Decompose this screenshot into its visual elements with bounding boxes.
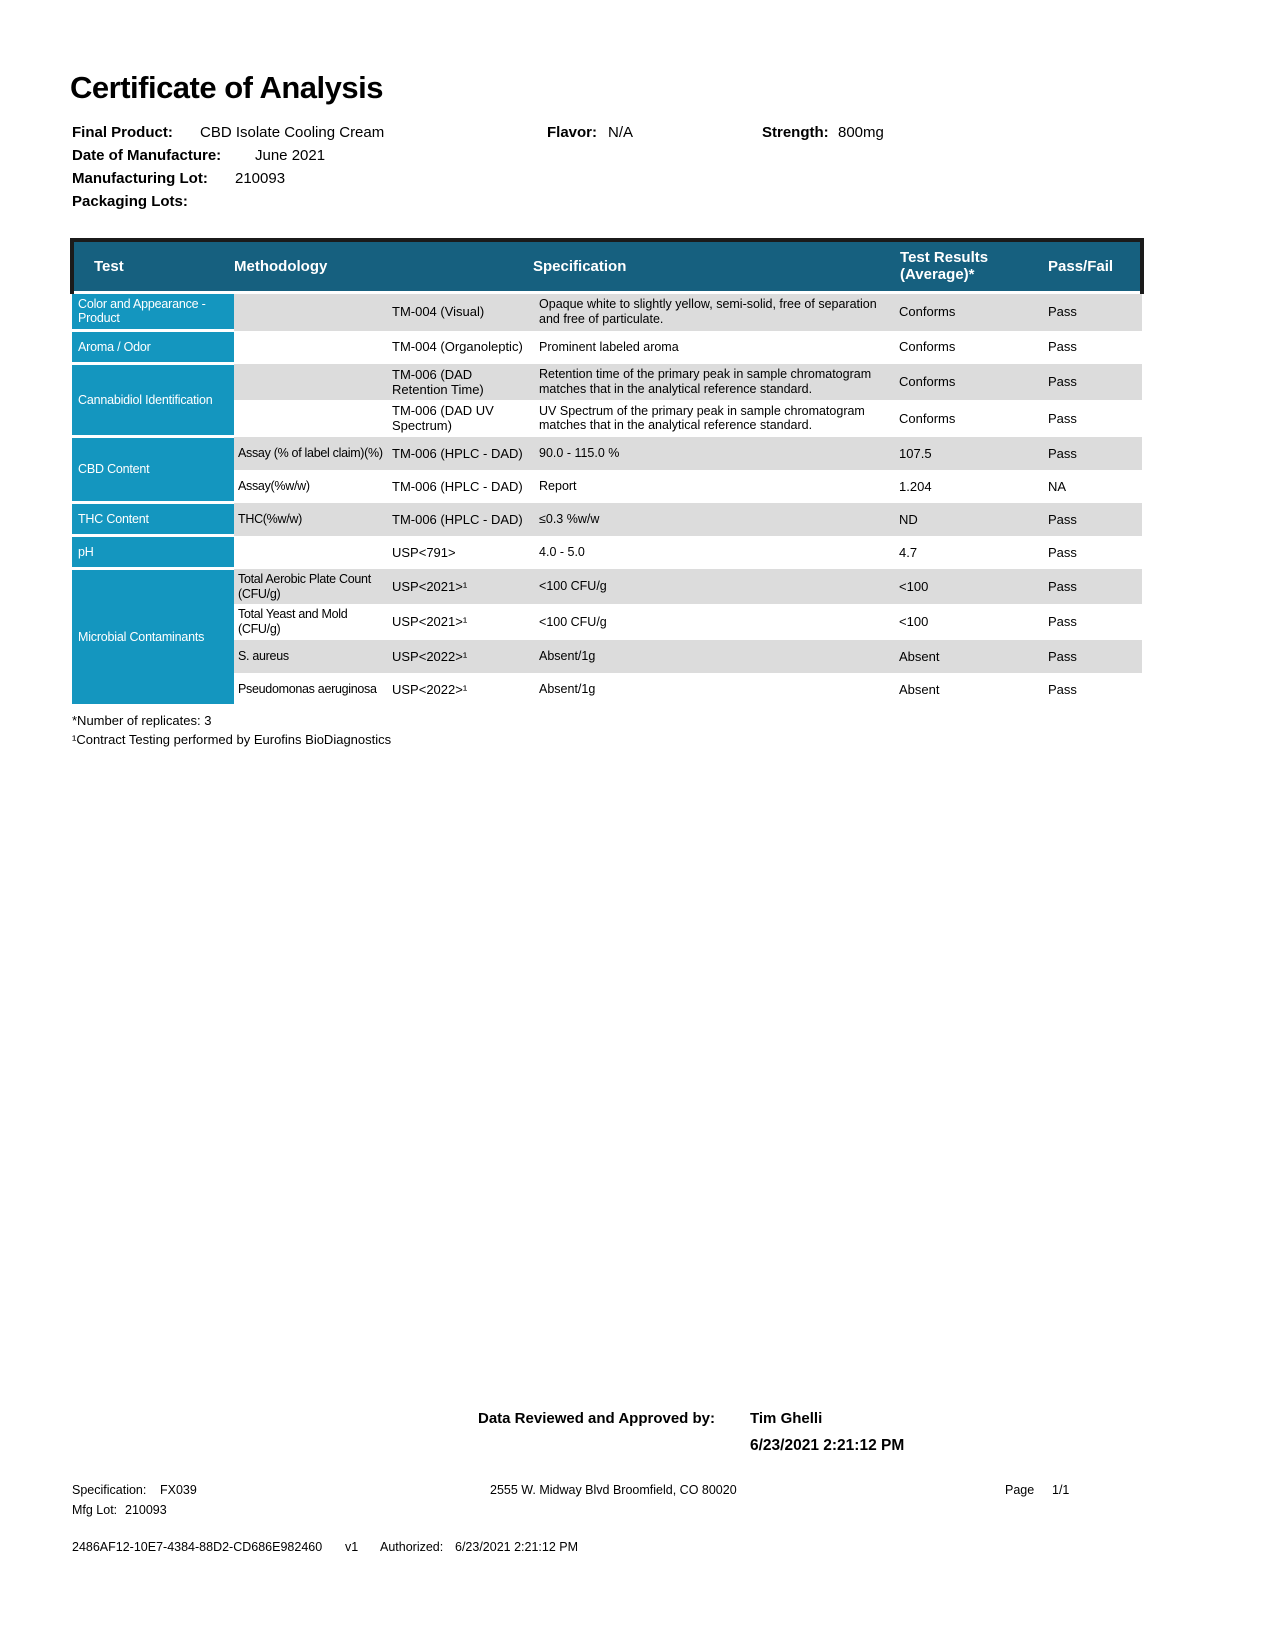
result-cell: <100: [899, 614, 929, 630]
info-line-1: [72, 124, 1202, 147]
final-product-value: CBD Isolate Cooling Cream: [200, 124, 385, 141]
page-footer: [0, 1483, 1275, 1554]
footnote-contract: ¹Contract Testing performed by Eurofins BioDiagnostics: [72, 732, 392, 748]
footer-authorized-datetime: 6/23/2021 2:21:12 PM: [455, 1540, 579, 1554]
table-row: [72, 331, 1142, 364]
sub-test-cell: [234, 292, 390, 331]
methodology-cell: TM-006 (HPLC - DAD): [390, 503, 533, 536]
passfail-cell: NA: [1048, 478, 1067, 494]
footer-authorized-label: Authorized:: [380, 1540, 444, 1554]
table-row: [72, 292, 1142, 331]
passfail-cell: Pass: [1048, 681, 1077, 697]
passfail-cell: Pass: [1044, 569, 1142, 605]
specification-cell: <100 CFU/g: [539, 614, 607, 629]
methodology-cell: USP<2021>¹: [392, 614, 468, 630]
specification-cell: Absent/1g: [533, 640, 897, 673]
passfail-cell: Pass: [1044, 437, 1142, 470]
test-group-cell: Microbial Contaminants: [72, 569, 234, 706]
specification-cell: Absent/1g: [539, 681, 596, 696]
specification-cell: UV Spectrum of the primary peak in sample chromatogram matches that in the analytical reference standard.: [539, 403, 865, 433]
sub-test-cell: Total Aerobic Plate Count (CFU/g): [234, 569, 390, 605]
sub-test-cell: [234, 331, 390, 364]
footnotes: [70, 712, 1142, 750]
manufacturing-lot-label: Manufacturing Lot:: [72, 170, 208, 187]
passfail-cell: Pass: [1048, 544, 1077, 560]
test-group-cell: CBD Content: [72, 437, 234, 503]
footer-line-1: [0, 1483, 1275, 1503]
date-of-manufacture-value: June 2021: [255, 147, 326, 164]
passfail-cell: Pass: [1044, 640, 1142, 673]
result-cell: <100: [897, 569, 1044, 605]
result-cell: 4.7: [899, 544, 918, 560]
sub-test-cell: THC(%w/w): [234, 503, 390, 536]
specification-cell: ≤0.3 %w/w: [533, 503, 897, 536]
page-title: Certificate of Analysis: [70, 70, 383, 105]
test-group-cell: Color and Appearance - Product: [72, 292, 234, 331]
passfail-cell: Pass: [1048, 339, 1077, 355]
sub-test-cell: Total Yeast and Mold (CFU/g): [238, 607, 348, 637]
methodology-cell: TM-006 (HPLC - DAD): [392, 478, 523, 494]
test-group-cell: Cannabidiol Identification: [72, 364, 234, 437]
results-table-head: [72, 240, 1142, 292]
methodology-cell: TM-006 (DAD UV Spectrum): [392, 403, 494, 434]
sub-test-cell: [234, 400, 390, 437]
test-group-cell: THC Content: [72, 503, 234, 536]
footer-page-value: 1/1: [1052, 1483, 1070, 1497]
header-specification: Specification: [533, 240, 897, 292]
results-table-body: [72, 292, 1142, 706]
manufacturing-lot-value: 210093: [235, 170, 286, 187]
result-cell: Conforms: [899, 410, 956, 426]
methodology-cell: TM-004 (Visual): [390, 292, 533, 331]
specification-cell: Prominent labeled aroma: [539, 339, 679, 354]
flavor-value: N/A: [608, 124, 634, 141]
strength-value: 800mg: [838, 124, 884, 141]
methodology-cell: TM-006 (DAD Retention Time): [390, 364, 533, 401]
footnote-replicates: *Number of replicates: 3: [72, 713, 212, 729]
info-line-4: [72, 193, 1202, 216]
passfail-cell: Pass: [1048, 614, 1077, 630]
specification-cell: 90.0 - 115.0 %: [533, 437, 897, 470]
footer-mfg-lot-label: Mfg Lot:: [72, 1503, 118, 1517]
test-group-cell: pH: [72, 536, 234, 569]
table-row: [72, 364, 1142, 401]
methodology-cell: USP<2021>¹: [390, 569, 533, 605]
methodology-cell: TM-006 (HPLC - DAD): [390, 437, 533, 470]
sub-test-cell: Pseudomonas aeruginosa: [238, 681, 377, 696]
table-row: [72, 569, 1142, 605]
footer-doc-id: 2486AF12-10E7-4384-88D2-CD686E982460: [72, 1540, 323, 1554]
result-cell: Conforms: [897, 292, 1044, 331]
footer-specification-label: Specification:: [72, 1483, 147, 1497]
date-of-manufacture-label: Date of Manufacture:: [72, 147, 222, 164]
final-product-label: Final Product:: [72, 124, 173, 141]
results-table-section: [70, 238, 1142, 750]
signature-name: Tim Ghelli: [750, 1410, 823, 1427]
result-cell: Conforms: [897, 364, 1044, 401]
methodology-cell: TM-004 (Organoleptic): [392, 339, 523, 355]
result-cell: Absent: [899, 681, 940, 697]
specification-cell: 4.0 - 5.0: [539, 544, 585, 559]
passfail-cell: Pass: [1044, 364, 1142, 401]
methodology-cell: USP<791>: [392, 544, 456, 560]
specification-cell: <100 CFU/g: [533, 569, 897, 605]
footer-line-2: [0, 1503, 1275, 1523]
test-group-cell: Aroma / Odor: [72, 331, 234, 364]
header-test: Test: [72, 240, 234, 292]
specification-cell: Opaque white to slightly yellow, semi-solid, free of separation and free of particulate.: [533, 292, 897, 331]
flavor-label: Flavor:: [547, 124, 598, 141]
table-row: [72, 437, 1142, 470]
info-line-2: [72, 147, 1202, 170]
footer-version: v1: [345, 1540, 359, 1554]
sub-test-cell: [234, 536, 390, 569]
footer-page-label: Page: [1005, 1483, 1035, 1497]
passfail-cell: Pass: [1044, 503, 1142, 536]
footer-mfg-lot-value: 210093: [125, 1503, 167, 1517]
footer-address: 2555 W. Midway Blvd Broomfield, CO 80020: [490, 1483, 737, 1497]
result-cell: Absent: [897, 640, 1044, 673]
result-cell: ND: [897, 503, 1044, 536]
sub-test-cell: S. aureus: [234, 640, 390, 673]
info-line-3: [72, 170, 1202, 193]
footer-line-3: [0, 1540, 1275, 1560]
signature-label: Data Reviewed and Approved by:: [478, 1410, 715, 1427]
strength-label: Strength:: [762, 124, 829, 141]
header-methodology: Methodology: [234, 240, 533, 292]
passfail-cell: Pass: [1048, 410, 1077, 426]
result-cell: 107.5: [897, 437, 1044, 470]
specification-cell: Report: [539, 478, 577, 493]
result-cell: Conforms: [899, 339, 956, 355]
header-test-results: Test Results (Average)*: [897, 240, 1044, 292]
methodology-cell: USP<2022>¹: [390, 640, 533, 673]
header-row: [72, 240, 1142, 292]
footer-specification-value: FX039: [160, 1483, 197, 1497]
sub-test-cell: [234, 364, 390, 401]
product-info: [72, 124, 1202, 216]
results-table: [70, 238, 1144, 707]
signature-datetime: 6/23/2021 2:21:12 PM: [750, 1437, 905, 1454]
table-row: [72, 503, 1142, 536]
packaging-lots-label: Packaging Lots:: [72, 193, 188, 210]
result-cell: 1.204: [899, 478, 932, 494]
table-row: [72, 536, 1142, 569]
passfail-cell: Pass: [1044, 292, 1142, 331]
sub-test-cell: Assay(%w/w): [238, 478, 310, 493]
specification-cell: Retention time of the primary peak in sample chromatogram matches that in the analytical reference standard.: [533, 364, 897, 401]
methodology-cell: USP<2022>¹: [392, 681, 468, 697]
sub-test-cell: Assay (% of label claim)(%): [234, 437, 390, 470]
header-passfail: Pass/Fail: [1044, 240, 1142, 292]
